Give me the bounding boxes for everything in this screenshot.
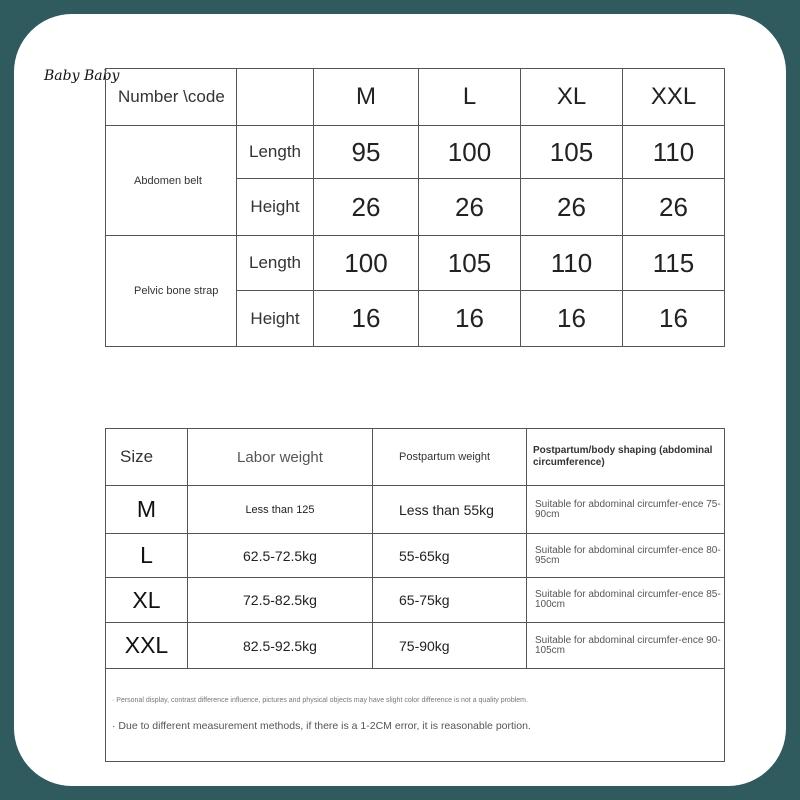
header-labor-weight: Labor weight — [188, 429, 373, 486]
table-row — [106, 236, 725, 291]
value-cell: 16 — [419, 291, 521, 347]
header-size-xl: XL — [521, 69, 623, 126]
brand-watermark: Baby Baby — [44, 68, 120, 84]
header-postpartum-weight: Postpartum weight — [373, 429, 527, 486]
postpartum-weight-cell: Less than 55kg — [373, 486, 527, 534]
value-cell: 115 — [623, 236, 725, 291]
table-row — [106, 486, 725, 534]
note-color-difference: · Personal display, contrast difference influence, pictures and physical objects may have slight color difference is not a quality problem. — [112, 697, 528, 704]
labor-weight-cell: Less than 125 — [188, 486, 373, 534]
size-cell: L — [106, 534, 188, 578]
value-cell: 110 — [521, 236, 623, 291]
header-blank-cell — [237, 69, 314, 126]
size-cell: XL — [106, 578, 188, 623]
notes-cell — [106, 669, 725, 762]
postpartum-weight-cell: 65-75kg — [373, 578, 527, 623]
size-cell: M — [106, 486, 188, 534]
header-size: Size — [106, 429, 188, 486]
value-cell: 26 — [521, 179, 623, 236]
size-cell: XXL — [106, 623, 188, 669]
table-row — [106, 623, 725, 669]
measure-label: Height — [237, 179, 314, 236]
group-abdomen-belt: Abdomen belt — [106, 126, 237, 236]
postpartum-weight-cell: 75-90kg — [373, 623, 527, 669]
table-row — [106, 534, 725, 578]
note-measurement-error: · Due to different measurement methods, if there is a 1-2CM error, it is reasonable portion. — [112, 720, 531, 732]
labor-weight-cell: 82.5-92.5kg — [188, 623, 373, 669]
value-cell: 110 — [623, 126, 725, 179]
table-row — [106, 578, 725, 623]
shaping-cell: Suitable for abdominal circumfer-ence 90-105cm — [527, 623, 725, 669]
header-number-code: Number \code — [106, 69, 237, 126]
labor-weight-cell: 62.5-72.5kg — [188, 534, 373, 578]
measure-label: Height — [237, 291, 314, 347]
weight-table — [105, 428, 725, 762]
measure-label: Length — [237, 126, 314, 179]
value-cell: 26 — [419, 179, 521, 236]
value-cell: 26 — [314, 179, 419, 236]
header-size-m: M — [314, 69, 419, 126]
header-size-xxl: XXL — [623, 69, 725, 126]
table-row — [106, 126, 725, 179]
measure-label: Length — [237, 236, 314, 291]
value-cell: 16 — [314, 291, 419, 347]
value-cell: 100 — [419, 126, 521, 179]
shaping-cell: Suitable for abdominal circumfer-ence 80-95cm — [527, 534, 725, 578]
value-cell: 26 — [623, 179, 725, 236]
shaping-cell: Suitable for abdominal circumfer-ence 75-90cm — [527, 486, 725, 534]
value-cell: 16 — [521, 291, 623, 347]
value-cell: 105 — [521, 126, 623, 179]
header-body-shaping: Postpartum/body shaping (abdominal circumference) — [527, 429, 725, 486]
postpartum-weight-cell: 55-65kg — [373, 534, 527, 578]
group-pelvic-bone-strap: Pelvic bone strap — [106, 236, 237, 347]
dimension-table — [105, 68, 725, 347]
header-size-l: L — [419, 69, 521, 126]
value-cell: 105 — [419, 236, 521, 291]
labor-weight-cell: 72.5-82.5kg — [188, 578, 373, 623]
shaping-cell: Suitable for abdominal circumfer-ence 85-100cm — [527, 578, 725, 623]
value-cell: 95 — [314, 126, 419, 179]
value-cell: 16 — [623, 291, 725, 347]
size-chart-card — [14, 14, 786, 786]
value-cell: 100 — [314, 236, 419, 291]
